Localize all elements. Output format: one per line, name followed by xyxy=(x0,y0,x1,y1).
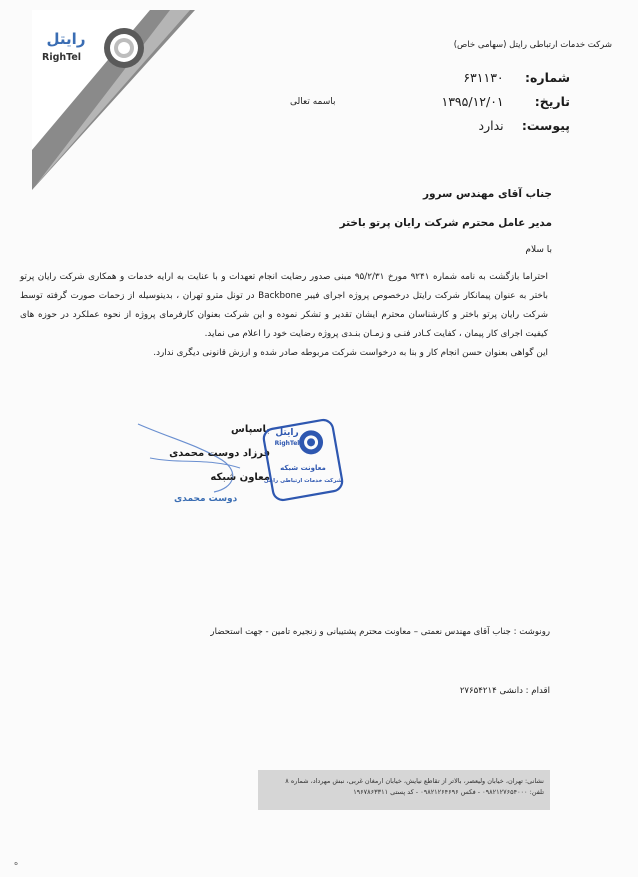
signature-name: فرزاد دوست محمدی xyxy=(169,448,270,459)
page-mark: ه xyxy=(14,858,19,867)
body-paragraph-1: احتراما بازگشت به نامه شماره ۹۲۴۱ مورخ ۹۵/۲/۳۱ مبنی صدور رضایت انجام تعهدات و با عنایت به ارایه خدمات و همکاری شرکت رایان پرتو باختر به عنوان پیمانکار شرکت رایتل درخصوص پروژه اجرای فیبر Backbone در تونل مترو تهران ، بدینوسیله از زحمات صورت گرفته توسط شرکت رایان پرتو باختر و کارشناسان محترم ایشان تقدیر و تشکر نموده و این شرکت بعنوان کارفرمای پروژه از نحوه عملکرد در حوزه های کیفیت اجرای کار پیمان ، کفایت کـادر فنـی و زمـان بنـدی پروژه رضایت خود را اعلام می نماید. xyxy=(20,272,549,339)
official-stamp xyxy=(262,418,344,502)
letterhead-footer xyxy=(258,770,550,810)
rightel-ring-icon xyxy=(102,26,146,70)
stamp-unit: معاونت شبکه xyxy=(280,464,326,472)
footer-address: نشانی: تهران، خیابان ولیعصر، بالاتر از تقاطع نیایش، خیابان ارمغان غربی، نبش مهرداد، شماره ۸ xyxy=(285,777,544,785)
company-logo xyxy=(38,22,148,68)
greeting: با سلام xyxy=(525,245,552,255)
attachment-value: ندارد xyxy=(478,118,504,133)
date-row xyxy=(340,94,570,118)
stamp-company: شرکت خدمات ارتباطی رایتل xyxy=(263,478,343,484)
date-label: تاریخ: xyxy=(534,94,570,109)
signature-thanks: باسپاس xyxy=(231,424,270,435)
stamp-brand-fa: رایتل xyxy=(275,428,299,438)
action-note: اقدام : دانشی ۲۷۶۵۴۲۱۴ xyxy=(459,686,550,696)
number-value: ۶۳۱۱۳۰ xyxy=(463,70,504,85)
company-header: شرکت خدمات ارتباطی رایتل (سهامی خاص) xyxy=(453,40,612,50)
attachment-row xyxy=(340,118,570,142)
signature-title: معاون شبکه xyxy=(210,472,270,483)
stamp-brand-en: RighTel xyxy=(274,440,300,447)
date-value: ۱۳۹۵/۱۲/۰۱ xyxy=(441,94,504,109)
attachment-label: پیوست: xyxy=(521,118,570,133)
body-paragraph-2: این گواهی بعنوان حسن انجام کار و بنا به درخواست شرکت مربوطه صادر شده و ارزش قانونی دیگری ندارد. xyxy=(153,348,548,358)
number-label: شماره: xyxy=(525,70,570,85)
addressee-title: مدیر عامل محترم شرکت رایان پرتو باختر xyxy=(339,217,552,229)
logo-name-fa: رایتل xyxy=(46,30,86,48)
letter-body xyxy=(20,268,548,363)
letter-meta xyxy=(340,70,570,142)
carbon-copy: رونوشت : جناب آقای مهندس نعمتی – معاونت محترم پشتیبانی و زنجیره تامین - جهت استحضار xyxy=(210,627,550,637)
invocation: باسمه تعالی xyxy=(290,97,336,107)
footer-contact: تلفن: ۰۹۸۲۱۲۷۶۵۴۰۰۰ - فکس ۰۹۸۲۱۲۶۴۶۹۶ - کد پستی ۱۹۶۷۸۶۳۳۱۱ xyxy=(353,788,544,796)
footer-text xyxy=(264,776,544,798)
logo-name-en: RighTel xyxy=(42,52,82,63)
handwritten-name: دوست محمدی xyxy=(174,494,238,504)
addressee xyxy=(252,180,552,238)
addressee-name: جناب آقای مهندس سرور xyxy=(422,188,552,200)
number-row xyxy=(340,70,570,94)
